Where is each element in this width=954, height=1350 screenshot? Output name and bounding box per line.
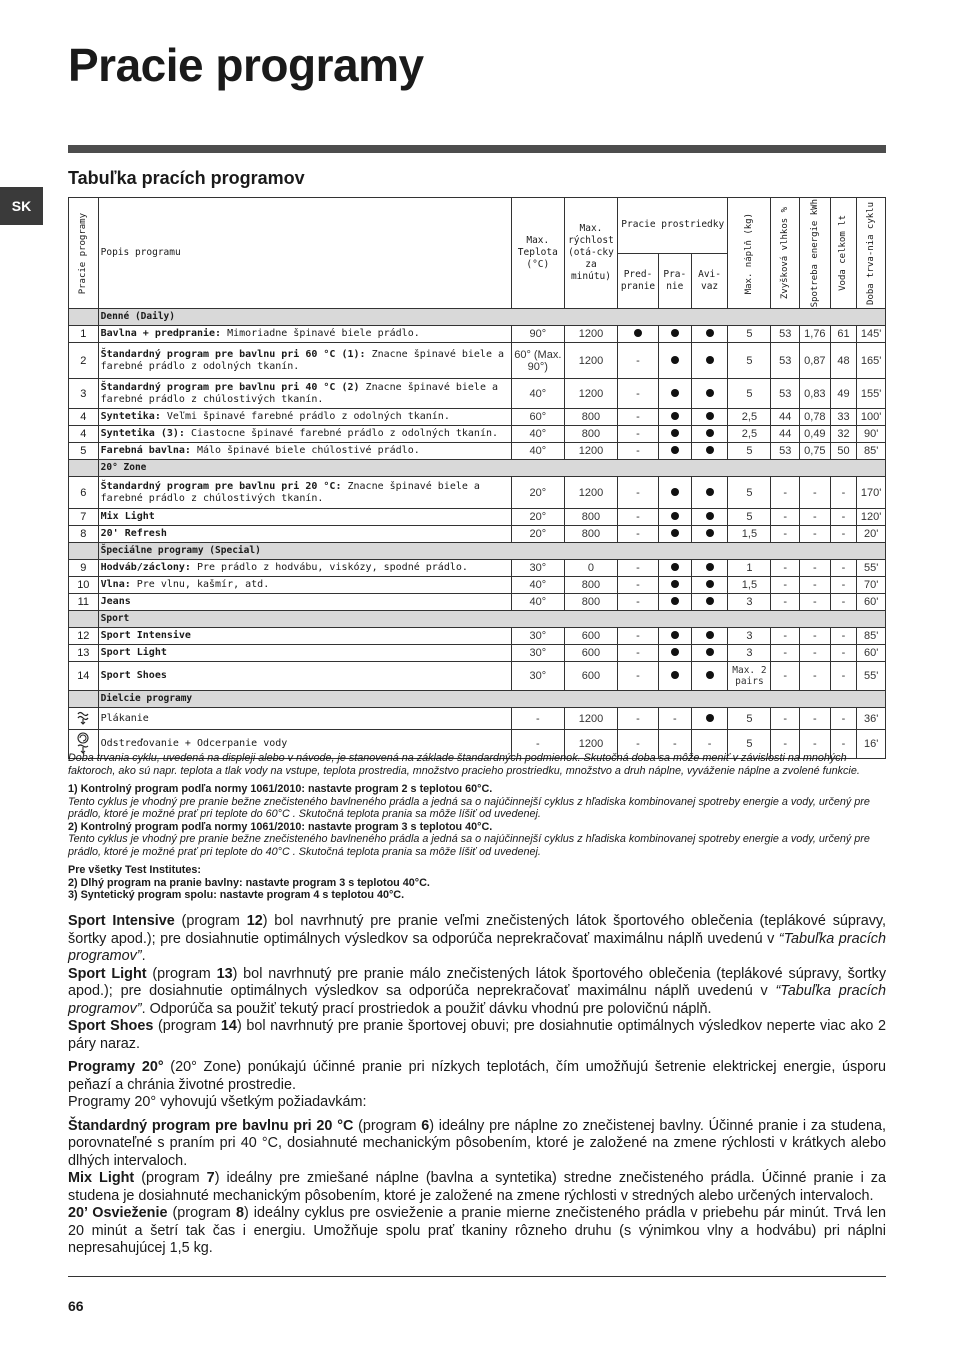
- dot-icon: [671, 412, 679, 420]
- dot-icon: [706, 356, 714, 364]
- dot-icon: [706, 563, 714, 571]
- header-programs: Pracie programy: [69, 198, 99, 309]
- dot-icon: [671, 356, 679, 364]
- table-row: 6 Štandardný program pre bavlnu pri 20 °C: Znacne špinavé biele a farebné prádlo z chúlostivých tkanín. 20° 1200 - 5 - - - 170': [69, 477, 886, 509]
- header-max-speed: Max. rýchlost (otá-cky za minútu): [564, 198, 617, 309]
- section-special: Špeciálne programy (Special): [98, 543, 885, 560]
- dot-icon: [671, 329, 679, 337]
- dot-icon: [706, 714, 714, 722]
- para-mix-light: Mix Light (program 7) ideálny pre zmiešané náplne (bavlna a syntetika) stredne znečisteného prádla. Účinné pranie i za studena je dosiahnuté mechanickým pôsobením, ktoré je založené na zmene rýchlosti v stredných alebo určených intervaloch.: [68, 1170, 887, 1204]
- dot-icon: [706, 631, 714, 639]
- dot-icon: [706, 648, 714, 656]
- dot-icon: [706, 389, 714, 397]
- para-standard-20: Štandardný program pre bavlnu pri 20 °C (program 6) ideálny pre náplne zo znečistenej bavlny. Účinné pranie i za studena, porovnateľné s praním pri 40 °C, dosiahnuté mechanickým pôsobením, ktoré je založené na zmene rýchlosti v krátkych alebo dlhých intervaloch.: [68, 1117, 886, 1169]
- header-energy: Spotreba energie kWh: [800, 198, 831, 309]
- section-sport: Sport: [98, 611, 885, 628]
- header-max-temp: Max. Teplota (°C): [511, 198, 564, 309]
- dot-icon: [634, 329, 642, 337]
- note-synthetic: 3) Syntetický program spolu: nastavte program 4 s teplotou 40°C.: [68, 889, 405, 901]
- header-duration: Doba trva-nia cyklu: [857, 198, 886, 309]
- table-row: Plákanie - 1200 - - 5 - - - 36': [69, 708, 886, 730]
- para-sport-shoes: Sport Shoes (program 14) bol navrhnutý pre pranie športovej obuvi; pre dosiahnutie optimálnych výsledkov neperte viac ako 2 páry naraz.: [68, 1018, 886, 1052]
- note-test-institutes: Pre všetky Test Institutes:: [68, 864, 202, 876]
- title-divider: [68, 145, 886, 153]
- table-row: 7 Mix Light 20° 800 - 5 - - - 120': [69, 509, 886, 526]
- dot-icon: [706, 671, 714, 679]
- note-1-text: Tento cyklus je vhodný pre pranie bežne znečisteného bavlneného prádla a jedná sa o najúčinnejší cyklus z hľadiska kombinovanej spotreby energie a vody, určený pre prádlo, ktoré je možné prať pri teplote do 60°C . Skutočná teplota prania sa môže líšiť od uvedenej.: [68, 795, 870, 820]
- dot-icon: [671, 429, 679, 437]
- dot-icon: [706, 512, 714, 520]
- dot-icon: [671, 446, 679, 454]
- header-prewash: Pred-pranie: [618, 253, 659, 309]
- para-sport-intensive: Sport Intensive (program 12) bol navrhnutý pre pranie veľmi znečistených látok športového oblečenia (teplákové súpravy, šortky apod.); pre dosiahnutie optimálnych výsledkov sa odporúča neprekračovať maximálnu náplň uvedenú v “Tabuľka pracích programov”.: [68, 913, 887, 964]
- dot-icon: [706, 329, 714, 337]
- body-text: [68, 913, 886, 1258]
- table-row: 14 Sport Shoes 30° 600 - Max. 2 pairs - - - 55': [69, 662, 886, 691]
- table-row: 13 Sport Light 30° 600 - 3 - - - 60': [69, 645, 886, 662]
- spin-drain-icon: [75, 732, 91, 754]
- dot-icon: [671, 597, 679, 605]
- dot-icon: [671, 671, 679, 679]
- page-title: Pracie programy: [68, 39, 424, 91]
- dot-icon: [671, 389, 679, 397]
- dot-icon: [706, 429, 714, 437]
- footer-divider: [68, 1276, 886, 1277]
- table-row: 12 Sport Intensive 30° 600 - 3 - - - 85': [69, 628, 886, 645]
- language-tab: SK: [0, 187, 43, 225]
- table-notes: [68, 752, 886, 902]
- table-row: 3 Štandardný program pre bavlnu pri 40 °C (2) Znacne špinavé biele a farebné prádlo z chúlostivých tkanín. 40° 1200 - 5 53 0,83 49 155': [69, 379, 886, 409]
- table-row: 5 Farebná bavlna: Málo špinavé biele chúlostivé prádlo. 40° 1200 - 5 53 0,75 50 85': [69, 443, 886, 460]
- table-row: 8 20' Refresh 20° 800 - 1,5 - - - 20': [69, 526, 886, 543]
- dot-icon: [671, 529, 679, 537]
- dot-icon: [706, 488, 714, 496]
- dot-icon: [706, 597, 714, 605]
- header-description: Popis programu: [98, 198, 511, 309]
- section-daily: Denné (Daily): [98, 309, 885, 326]
- dot-icon: [671, 512, 679, 520]
- note-1-title: 1) Kontrolný program podľa normy 1061/2010: nastavte program 2 s teplotou 60°C.: [68, 783, 493, 795]
- dot-icon: [671, 631, 679, 639]
- table-row: 4 Syntetika (3): Ciastocne špinavé farebné prádlo z odolných tkanín. 40° 800 - 2,5 44 0,49 32 90': [69, 426, 886, 443]
- header-softener: Avi-vaz: [691, 253, 728, 309]
- header-moisture: Zvyšková vlhkos %: [771, 198, 800, 309]
- table-row: 11 Jeans 40° 800 - 3 - - - 60': [69, 594, 886, 611]
- dot-icon: [706, 529, 714, 537]
- programs-table: [68, 197, 886, 759]
- para-refresh: 20’ Osvieženie (program 8) ideálny cyklus pre osvieženie a pranie mierne znečisteného prádla v priebehu pár minút. Trvá len 20 minút a šetrí tak čas i energiu. Umožňuje spolu prať tkaniny rôzneho druhu (s výnimkou vlny a hodvábu) pri náplni nepresahujúcej 1,5 kg.: [68, 1205, 886, 1256]
- table-row: 2 Štandardný program pre bavlnu pri 60 °C (1): Znacne špinavé biele a farebné prádlo z odolných tkanín. 60° (Max. 90°) 1200 - 5 53 0,87 48 165': [69, 343, 886, 379]
- table-row: 10 Vlna: Pre vlnu, kašmír, atd. 40° 800 - 1,5 - - - 70': [69, 577, 886, 594]
- table-row: 4 Syntetika: Veľmi špinavé farebné prádlo z odolných tkanín. 60° 800 - 2,5 44 0,78 33 100': [69, 409, 886, 426]
- para-programs-20: Programy 20° (20° Zone) ponúkajú účinné pranie pri nízkych teplotách, čím umožňujú šetrenie elektrickej energie, úsporu peňazí a chránia životné prostredie.: [68, 1059, 886, 1093]
- dot-icon: [706, 446, 714, 454]
- para-sport-light: Sport Light (program 13) bol navrhnutý pre pranie málo znečistených látok športového oblečenia (teplákové súpravy, šortky apod.); pre dosiahnutie optimálnych výsledkov sa odporúča neprekračovať maximálnu náplň uvedenú v “Tabuľka pracích programov”. Odporúča sa použiť tekutý prací prostriedok a použiť dávku vhodnú pre polovičnú náplň.: [68, 965, 887, 1017]
- note-duration: Doba trvania cyklu, uvedená na displeji alebo v návode, je stanovená na základe štandardných podmienok. Skutočná doba sa môže meniť v závislosti na mnohých faktoroch, ako sú napr. teplota a tlak vody na vstupe, teplota prostredia, množstvo pracieho prostriedku, množstvo a druh náplne, vyváženie náplne a zvolené funkcie.: [68, 752, 860, 777]
- table-row: 1 Bavlna + predpranie: Mimoriadne špinavé biele prádlo. 90° 1200 5 53 1,76 61 145': [69, 326, 886, 343]
- para-programs-20-b: Programy 20° vyhovujú všetkým požiadavkám:: [68, 1094, 367, 1110]
- dot-icon: [706, 412, 714, 420]
- note-2-text: Tento cyklus je vhodný pre pranie bežne znečisteného bavlneného prádla a jedná sa o najúčinnejší cyklus z hľadiska kombinovanej spotreby energie a vody, určený pre prádlo, ktoré je možné prať pri teplote do 40°C . Skutočná teplota prania sa môže líšiť od uvedenej.: [68, 833, 870, 858]
- dot-icon: [706, 580, 714, 588]
- note-2-title: 2) Kontrolný program podľa normy 1061/2010: nastavte program 3 s teplotou 40°C.: [68, 820, 493, 833]
- dot-icon: [671, 648, 679, 656]
- table-row: 9 Hodváb/záclony: Pre prádlo z hodvábu, viskózy, spodné prádlo. 30° 0 - 1 - - - 55': [69, 560, 886, 577]
- table-row: Odstreďovanie + Odcerpanie vody - 1200 - - - 5 - - - 16': [69, 730, 886, 759]
- dot-icon: [671, 580, 679, 588]
- header-max-load: Max. náplň (kg): [728, 198, 771, 309]
- dot-icon: [671, 488, 679, 496]
- header-water: Voda celkom lt: [830, 198, 857, 309]
- dot-icon: [671, 563, 679, 571]
- section-20-zone: 20° Zone: [98, 460, 885, 477]
- rinse-icon: [75, 709, 91, 725]
- note-long-cotton: 2) Dlhý program na pranie bavlny: nastavte program 3 s teplotou 40°C.: [68, 876, 430, 889]
- page-number: 66: [68, 1298, 84, 1314]
- header-detergents: Pracie prostriedky: [618, 198, 728, 254]
- header-wash: Pra-nie: [658, 253, 691, 309]
- section-subtitle: Tabuľka pracích programov: [68, 168, 305, 188]
- section-partial: Dielcie programy: [98, 691, 885, 708]
